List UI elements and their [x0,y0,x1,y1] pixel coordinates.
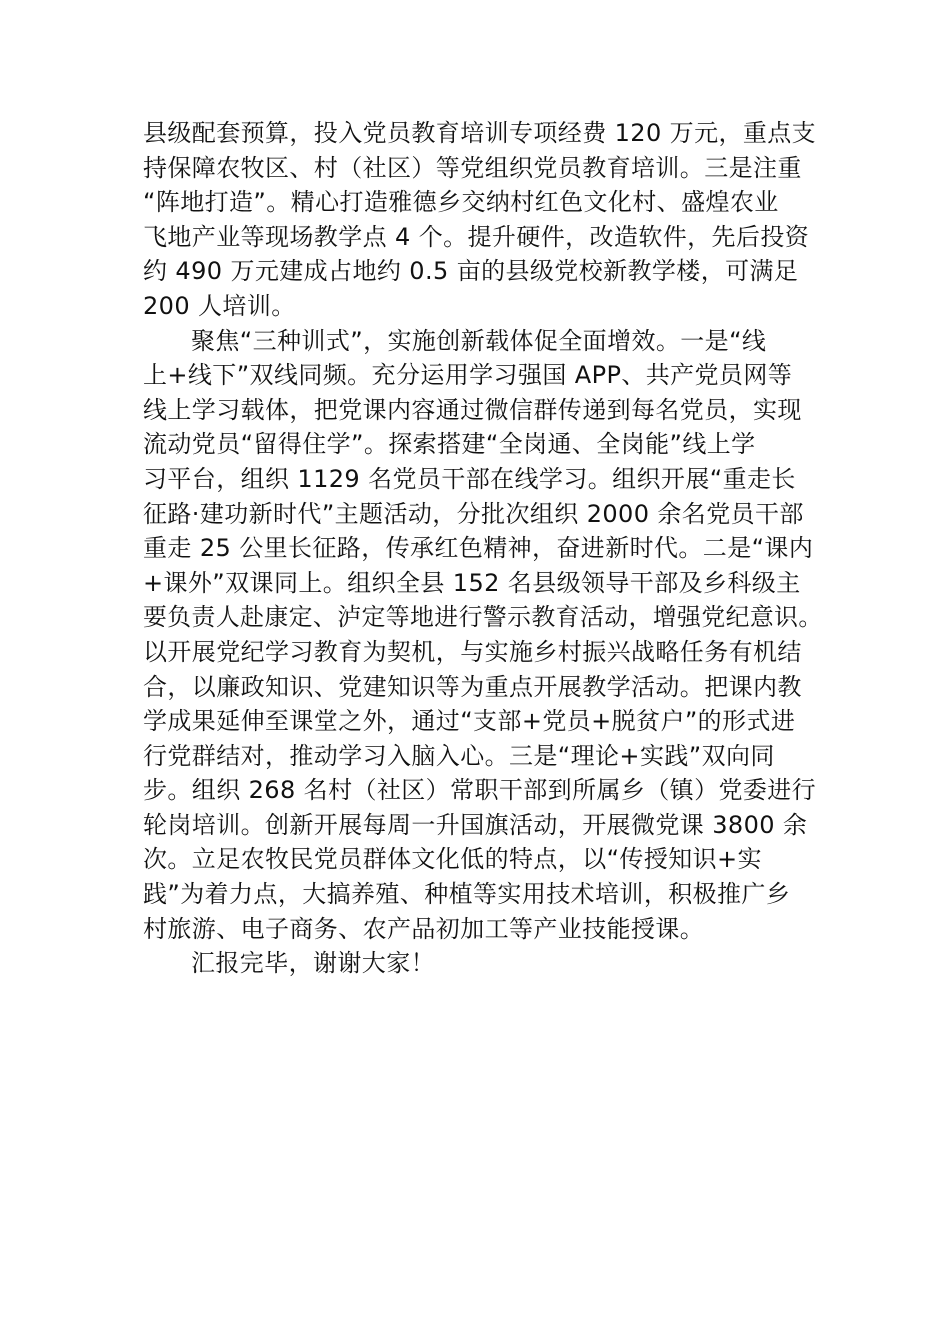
document-body [143,116,823,981]
text-line: 线上学习载体，把党课内容通过微信群传递到每名党员，实现 [143,395,802,424]
paragraph-first-line: 汇报完毕，谢谢大家！ [191,949,435,978]
text-line: 200 人培训。 [143,291,296,320]
paragraph-first-line: 聚焦“三种训式”，实施创新载体促全面增效。一是“线 [191,326,767,355]
text-line: 要负责人赴康定、泸定等地进行警示教育活动，增强党纪意识。 [143,603,823,632]
text-line: 上+线下”双线同频。充分运用学习强国 APP、共产党员网等 [143,361,793,390]
text-line: 行党群结对，推动学习入脑入心。三是“理论+实践”双向同 [143,741,775,770]
text-line: “阵地打造”。精心打造雅德乡交纳村红色文化村、盛煌农业 [143,188,779,217]
text-line: 重走 25 公里长征路，传承红色精神，奋进新时代。二是“课内 [143,534,814,563]
text-line: 学成果延伸至课堂之外，通过“支部+党员+脱贫户”的形式进 [143,707,796,736]
text-line: 县级配套预算，投入党员教育培训专项经费 120 万元，重点支 [143,119,817,147]
text-line: +课外”双课同上。组织全县 152 名县级领导干部及乡科级主 [143,568,801,597]
text-line: 轮岗培训。创新开展每周一升国旗活动，开展微党课 3800 余 [143,810,808,839]
text-line: 流动党员“留得住学”。探索搭建“全岗通、全岗能”线上学 [143,430,756,459]
text-line: 次。立足农牧民党员群体文化低的特点，以“传授知识+实 [143,845,762,874]
text-line: 飞地产业等现场教学点 4 个。提升硬件，改造软件，先后投资 [143,222,810,251]
text-line: 约 490 万元建成占地约 0.5 亩的县级党校新教学楼，可满足 [143,257,799,286]
text-line: 征路·建功新时代”主题活动，分批次组织 2000 余名党员干部 [143,499,804,528]
text-line: 以开展党纪学习教育为契机，与实施乡村振兴战略任务有机结 [143,637,802,666]
text-line: 步。组织 268 名村（社区）常职干部到所属乡（镇）党委进行 [143,776,817,805]
text-line: 习平台，组织 1129 名党员干部在线学习。组织开展“重走长 [143,464,796,493]
text-line: 合，以廉政知识、党建知识等为重点开展教学活动。把课内教 [143,672,802,701]
text-line: 村旅游、电子商务、农产品初加工等产业技能授课。 [143,914,705,943]
text-line: 践”为着力点，大搞养殖、种植等实用技术培训，积极推广乡 [143,880,791,909]
text-line: 持保障农牧区、村（社区）等党组织党员教育培训。三是注重 [143,153,802,182]
